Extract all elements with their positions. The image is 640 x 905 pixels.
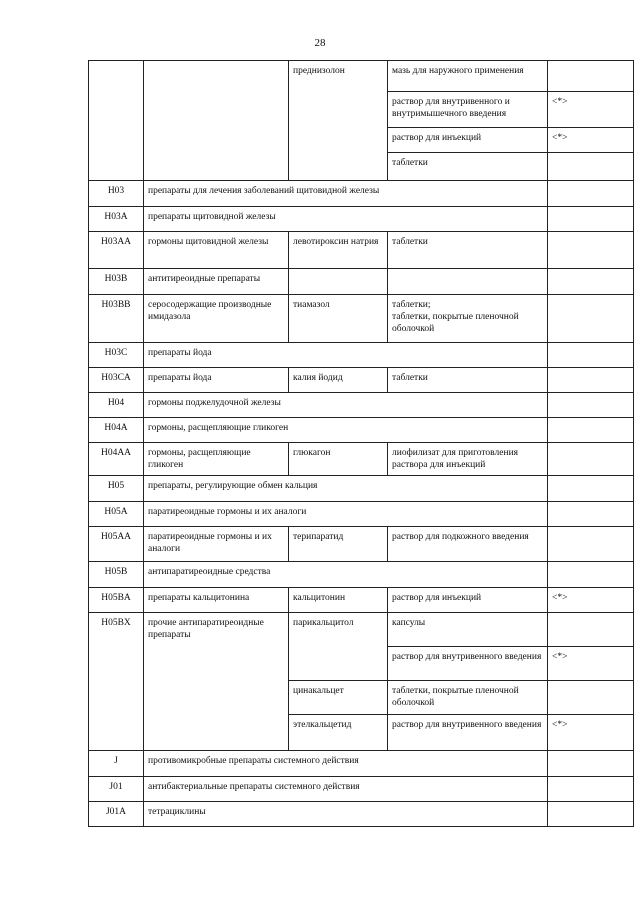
table-cell: тетрациклины: [144, 802, 548, 827]
table-cell: [548, 527, 634, 562]
table-cell: <*>: [548, 588, 634, 613]
table-cell: прочие антипаратиреоидные препараты: [144, 613, 289, 751]
table-cell: [548, 681, 634, 715]
table-cell: гормоны, расщепляющие гликоген: [144, 443, 289, 476]
table-cell: H04A: [89, 418, 144, 443]
table-cell: H03: [89, 181, 144, 207]
table-row: [89, 476, 634, 502]
table-cell: <*>: [548, 647, 634, 681]
table-cell: [144, 61, 289, 181]
table-row: [89, 61, 634, 92]
table-row: [89, 527, 634, 562]
table-cell: [548, 443, 634, 476]
table-cell: <*>: [548, 715, 634, 751]
table-cell: раствор для внутривенного введения: [388, 715, 548, 751]
table-cell: противомикробные препараты системного действия: [144, 751, 548, 777]
table-row: [89, 368, 634, 393]
table-cell: [548, 502, 634, 527]
table-cell: [548, 418, 634, 443]
table-cell: таблетки; таблетки, покрытые пленочной оболочкой: [388, 295, 548, 343]
table-cell: J: [89, 751, 144, 777]
table-row: [89, 562, 634, 588]
table-cell: H03BB: [89, 295, 144, 343]
table-cell: [548, 613, 634, 647]
table-cell: H03A: [89, 207, 144, 232]
table-cell: [548, 368, 634, 393]
table-cell: H05AA: [89, 527, 144, 562]
table-cell: J01A: [89, 802, 144, 827]
table-cell: [548, 269, 634, 295]
table-row: [89, 443, 634, 476]
table-cell: J01: [89, 777, 144, 802]
table-row: [89, 232, 634, 269]
table-cell: гормоны поджелудочной железы: [144, 393, 548, 418]
table-cell: [548, 393, 634, 418]
table-row: [89, 502, 634, 527]
table-cell: [548, 295, 634, 343]
table-cell: капсулы: [388, 613, 548, 647]
table-row: [89, 269, 634, 295]
table-cell: [548, 343, 634, 368]
table-cell: H05B: [89, 562, 144, 588]
table-cell: таблетки: [388, 153, 548, 181]
table-cell: цинакальцет: [289, 681, 388, 715]
table-cell: калия йодид: [289, 368, 388, 393]
table-cell: [548, 153, 634, 181]
table-cell: H03B: [89, 269, 144, 295]
table-cell: антибактериальные препараты системного действия: [144, 777, 548, 802]
drug-table: [88, 60, 634, 827]
table-cell: раствор для подкожного введения: [388, 527, 548, 562]
table-cell: антитиреоидные препараты: [144, 269, 289, 295]
table-row: [89, 802, 634, 827]
table-cell: H03AA: [89, 232, 144, 269]
table-cell: H04: [89, 393, 144, 418]
table-cell: препараты йода: [144, 368, 289, 393]
table-cell: раствор для внутривенного и внутримышечного введения: [388, 92, 548, 128]
table-cell: серосодержащие производные имидазола: [144, 295, 289, 343]
table-row: [89, 777, 634, 802]
table-cell: H03C: [89, 343, 144, 368]
table-row: [89, 393, 634, 418]
page-number: 28: [314, 37, 326, 49]
table-cell: H04AA: [89, 443, 144, 476]
table-row: [89, 751, 634, 777]
table-cell: препараты, регулирующие обмен кальция: [144, 476, 548, 502]
table-cell: тиамазол: [289, 295, 388, 343]
table-cell: H05A: [89, 502, 144, 527]
table-cell: левотироксин натрия: [289, 232, 388, 269]
table-row: [89, 343, 634, 368]
table-body: [89, 61, 634, 827]
table-cell: [548, 476, 634, 502]
table-row: [89, 295, 634, 343]
table-cell: этелкальцетид: [289, 715, 388, 751]
table-cell: раствор для инъекций: [388, 588, 548, 613]
table-cell: H05BA: [89, 588, 144, 613]
table-cell: глюкагон: [289, 443, 388, 476]
table-cell: лиофилизат для приготовления раствора для инъекций: [388, 443, 548, 476]
table-cell: паратиреоидные гормоны и их аналоги: [144, 502, 548, 527]
table-cell: таблетки, покрытые пленочной оболочкой: [388, 681, 548, 715]
table-cell: препараты кальцитонина: [144, 588, 289, 613]
table-row: [89, 418, 634, 443]
table-cell: раствор для внутривенного введения: [388, 647, 548, 681]
table-cell: таблетки: [388, 368, 548, 393]
table-cell: гормоны, расщепляющие гликоген: [144, 418, 548, 443]
table-cell: препараты йода: [144, 343, 548, 368]
table-cell: мазь для наружного применения: [388, 61, 548, 92]
table-cell: терипаратид: [289, 527, 388, 562]
table-cell: [548, 562, 634, 588]
table-cell: [548, 751, 634, 777]
table-cell: [548, 777, 634, 802]
table-cell: [548, 61, 634, 92]
table-cell: <*>: [548, 92, 634, 128]
table-row: [89, 613, 634, 647]
table-cell: кальцитонин: [289, 588, 388, 613]
table-cell: H03CA: [89, 368, 144, 393]
table-cell: [388, 269, 548, 295]
table-cell: H05: [89, 476, 144, 502]
table-cell: [548, 207, 634, 232]
table-cell: [89, 61, 144, 181]
table-cell: раствор для инъекций: [388, 128, 548, 153]
table-row: [89, 207, 634, 232]
table-cell: паратиреоидные гормоны и их аналоги: [144, 527, 289, 562]
table-cell: [548, 802, 634, 827]
table-row: [89, 588, 634, 613]
table-cell: антипаратиреоидные средства: [144, 562, 548, 588]
table-cell: <*>: [548, 128, 634, 153]
table-cell: [548, 181, 634, 207]
table-cell: препараты щитовидной железы: [144, 207, 548, 232]
table-cell: препараты для лечения заболеваний щитовидной железы: [144, 181, 548, 207]
table-cell: гормоны щитовидной железы: [144, 232, 289, 269]
table-cell: таблетки: [388, 232, 548, 269]
table-cell: парикальцитол: [289, 613, 388, 681]
table-cell: [289, 269, 388, 295]
table-cell: H05BX: [89, 613, 144, 751]
table-cell: преднизолон: [289, 61, 388, 181]
table-cell: [548, 232, 634, 269]
table-row: [89, 181, 634, 207]
